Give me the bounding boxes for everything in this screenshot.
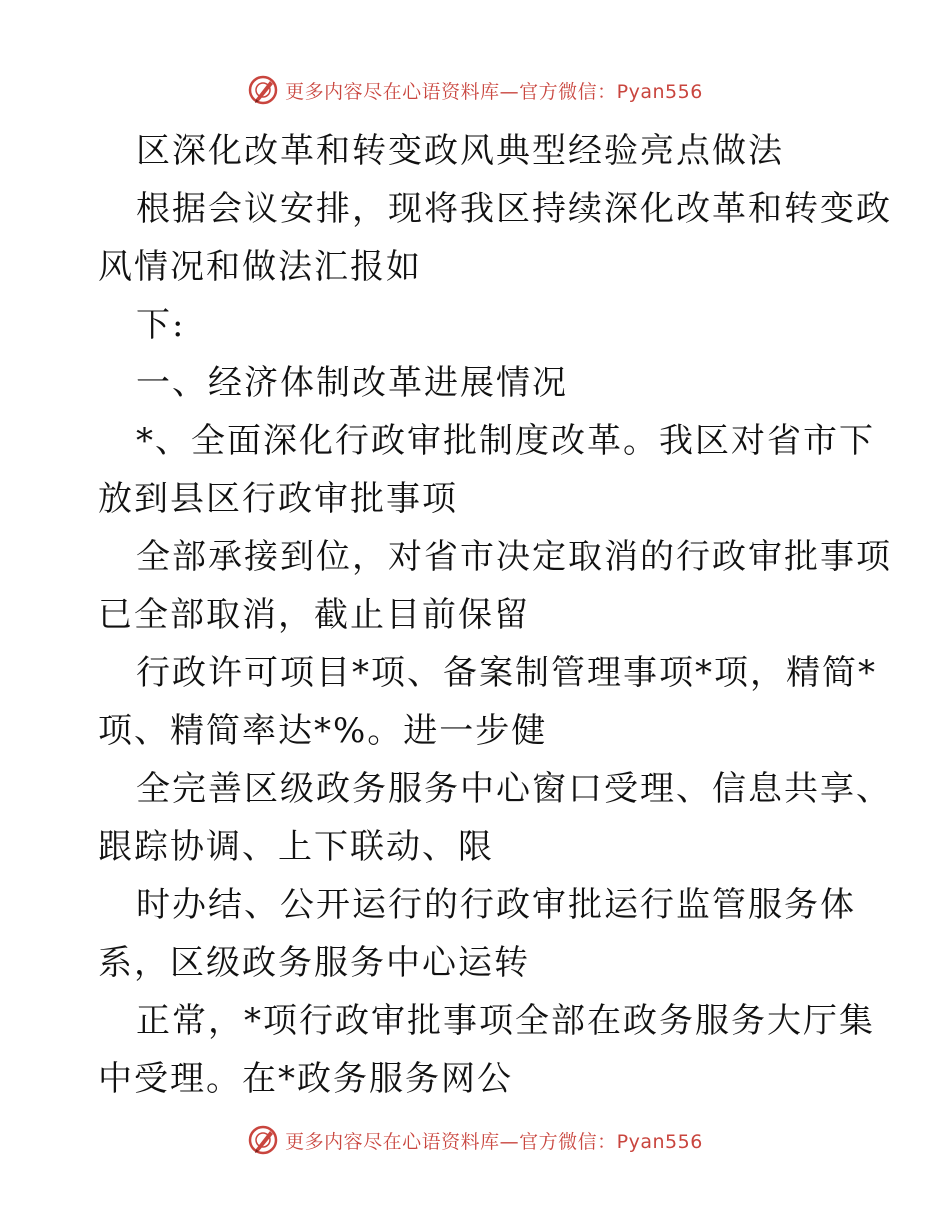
header-watermark-text bbox=[285, 77, 703, 104]
paragraph-line: 时办结、公开运行的行政审批运行监管服务体 bbox=[136, 885, 856, 925]
paragraph-line: 全部承接到位，对省市决定取消的行政审批事项 bbox=[136, 537, 892, 577]
pen-circle-logo-icon bbox=[247, 74, 279, 106]
header-separator: — bbox=[499, 80, 520, 103]
paragraph-line: 项、精简率达*%。进一步健 bbox=[98, 711, 548, 751]
document-title: 区深化改革和转变政风典型经验亮点做法 bbox=[136, 131, 784, 171]
paragraph-line: *、全面深化行政审批制度改革。我区对省市下 bbox=[136, 421, 875, 461]
footer-separator: — bbox=[499, 1130, 520, 1153]
document-body bbox=[98, 122, 892, 1108]
paragraph-line: 已全部取消，截止目前保留 bbox=[98, 595, 530, 635]
header-site-name: 更多内容尽在心语资料库 bbox=[285, 80, 500, 103]
paragraph-line: 风情况和做法汇报如 bbox=[98, 247, 422, 287]
paragraph-line: 根据会议安排，现将我区持续深化改革和转变政 bbox=[136, 189, 892, 229]
footer-wechat-id: 官方微信：Pyan556 bbox=[519, 1130, 703, 1153]
footer-watermark-text bbox=[285, 1127, 703, 1154]
header-wechat-id: 官方微信：Pyan556 bbox=[519, 80, 703, 103]
paragraph-line: 放到县区行政审批事项 bbox=[98, 479, 458, 519]
footer-site-name: 更多内容尽在心语资料库 bbox=[285, 1130, 500, 1153]
paragraph-line: 中受理。在*政务服务网公 bbox=[98, 1059, 513, 1099]
paragraph-line: 跟踪协调、上下联动、限 bbox=[98, 827, 494, 867]
paragraph-line: 下: bbox=[136, 305, 186, 345]
header-watermark bbox=[0, 70, 950, 110]
paragraph-line: 系，区级政务服务中心运转 bbox=[98, 943, 530, 983]
pen-circle-logo-icon bbox=[247, 1124, 279, 1156]
footer-watermark bbox=[0, 1120, 950, 1160]
paragraph-line: 全完善区级政务服务中心窗口受理、信息共享、 bbox=[136, 769, 892, 809]
section-heading: 一、经济体制改革进展情况 bbox=[136, 363, 568, 403]
paragraph-line: 正常，*项行政审批事项全部在政务服务大厅集 bbox=[136, 1001, 875, 1041]
paragraph-line: 行政许可项目*项、备案制管理事项*项，精简* bbox=[136, 653, 877, 693]
